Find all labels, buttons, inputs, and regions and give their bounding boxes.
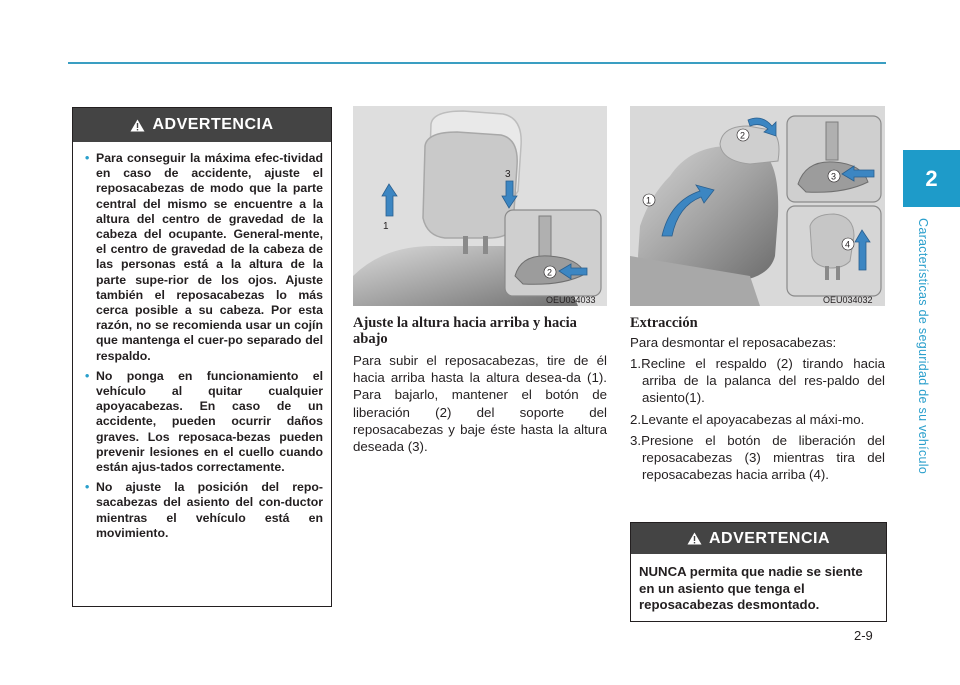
- removal-steps: [630, 355, 885, 487]
- section-intro-removal: Para desmontar el reposacabezas:: [630, 335, 837, 350]
- warning-item-text: No ponga en funcionamiento el vehículo al quitar cualquier apoyacabezas. En caso de un accidente, pueden ocurrir daños graves. Los reposaca-bezas pueden prevenir lesiones en el cuello cuando están ajus-tados correctamente.: [96, 368, 323, 475]
- warning-item-text: No ajuste la posición del repo-sacabezas del asiento del con-ductor mientras el vehículo está en movimiento.: [96, 480, 323, 540]
- headrest-removal-illustration: [630, 106, 885, 306]
- bullet-icon: •: [85, 480, 90, 495]
- bullet-icon: •: [85, 368, 90, 383]
- figure-headrest-removal: [630, 106, 885, 306]
- warning-item-text: Para conseguir la máxima efec-tividad en caso de accidente, ajuste el reposacabezas de modo que la parte central del mismo se encuentre a la altura del centro de gravedad de la cabeza del ocupante. General-mente, el centro de gravedad de la cabeza de las personas está a la altura de la parte supe-rior de los ojos. Ajuste también el reposacabezas lo más cerca posible a su cabeza. Por esta razón, no se recomienda usar un cojín que mantenga el cuer-po separado del respaldo.: [96, 151, 323, 363]
- header-rule: [68, 62, 886, 64]
- chapter-tab: [903, 150, 960, 207]
- removal-step: 1.Recline el respaldo (2) tirando hacia arriba de la palanca del res-paldo del asiento(1).: [630, 356, 885, 406]
- figure-headrest-height: [353, 106, 607, 306]
- warning-box-left: [72, 107, 332, 607]
- warning-header: [631, 523, 886, 554]
- chapter-number: 2: [925, 165, 938, 191]
- callout-2: 2: [740, 130, 746, 141]
- warning-list: [73, 142, 331, 541]
- figure-code: OEU034032: [823, 295, 873, 305]
- warning-title: ADVERTENCIA: [708, 529, 831, 547]
- warning-triangle-icon: [687, 532, 702, 545]
- warning-title: ADVERTENCIA: [152, 116, 274, 133]
- callout-1: 1: [646, 195, 652, 206]
- callout-2: 2: [547, 267, 553, 278]
- warning-triangle-icon: [130, 119, 145, 132]
- callout-3: 3: [505, 169, 511, 180]
- warning-box-right: [630, 522, 887, 622]
- warning-item: [85, 151, 323, 364]
- removal-step: 3.Presione el botón de liberación del reposacabezas (3) mientras tira del reposacabezas hacia arriba (4).: [630, 432, 885, 483]
- section-heading-removal: Extracción: [630, 315, 698, 331]
- headrest-height-illustration: [353, 106, 607, 306]
- warning-text: NUNCA permita que nadie se siente en un asiento que tenga el reposacabezas desmontado.: [639, 564, 863, 612]
- warning-item: [85, 480, 323, 541]
- chapter-title: Características de seguridad de su vehículo: [916, 218, 930, 475]
- section-body-adjust: Para subir el reposacabezas, tire de él hacia arriba hasta la altura desea-da (1). Para bajarlo, mantener el botón de liberación (2) del soporte del reposacabezas y baje éste hasta la altura deseada (3).: [353, 353, 607, 455]
- warning-header: [73, 108, 331, 142]
- figure-code: OEU034033: [546, 295, 596, 305]
- warning-item: [85, 369, 323, 475]
- removal-step: 2.Levante el apoyacabezas al máxi-mo.: [630, 411, 865, 427]
- callout-4: 4: [845, 239, 851, 250]
- page-number: 2-9: [854, 628, 873, 643]
- callout-1: 1: [383, 221, 389, 232]
- bullet-icon: •: [85, 151, 90, 165]
- section-heading-adjust: Ajuste la altura hacia arriba y hacia abajo: [353, 315, 577, 347]
- callout-3: 3: [831, 171, 837, 182]
